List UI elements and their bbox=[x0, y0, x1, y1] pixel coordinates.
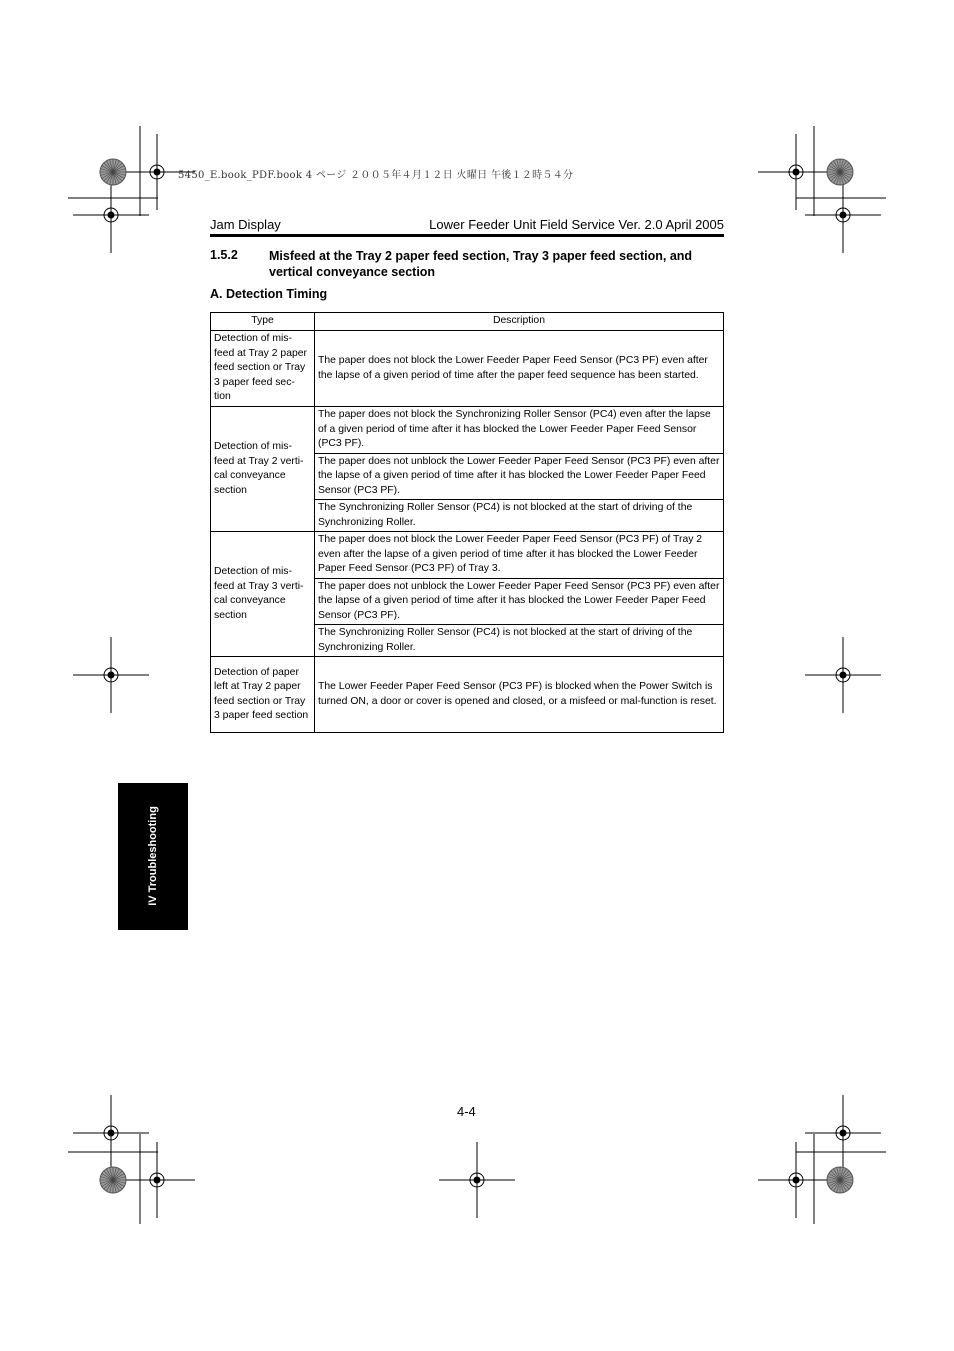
section-title: Misfeed at the Tray 2 paper feed section, Tray 3 paper feed section, and vertical conveyance section bbox=[269, 249, 693, 279]
type-cell: Detection of mis-feed at Tray 2 verti-cal conveyance section bbox=[211, 407, 315, 532]
table-row bbox=[211, 532, 724, 579]
detection-timing-table bbox=[210, 312, 724, 733]
description-cell: The paper does not block the Synchronizing Roller Sensor (PC4) even after the lapse of a given period of time after it has blocked the Lower Feeder Paper Feed Sensor (PC3 PF). bbox=[315, 407, 724, 454]
crosshair-mark bbox=[108, 672, 114, 678]
table-row bbox=[211, 331, 724, 407]
print-info-line: 5450_E.book_PDF.book 4 ページ ２００５年４月１２日 火曜日 午後１２時５４分 bbox=[178, 170, 574, 181]
table-row bbox=[211, 407, 724, 454]
description-cell: The Synchronizing Roller Sensor (PC4) is not blocked at the start of driving of the Synchronizing Roller. bbox=[315, 500, 724, 532]
section-number: 1.5.2 bbox=[210, 248, 238, 262]
type-cell: Detection of paper left at Tray 2 paper feed section or Tray 3 paper feed section bbox=[211, 657, 315, 733]
crosshair-mark bbox=[108, 212, 114, 218]
crosshair-mark bbox=[108, 1130, 114, 1136]
column-header-description: Description bbox=[315, 313, 724, 331]
description-cell: The paper does not block the Lower Feeder Paper Feed Sensor (PC3 PF) of Tray 2 even after the lapse of a given period of time after it has blocked the Lower Feeder Paper Feed Sensor (PC3 PF) of Tray 3. bbox=[315, 532, 724, 579]
description-cell: The paper does not unblock the Lower Feeder Paper Feed Sensor (PC3 PF) even after the lapse of a given period of time after it has blocked the Lower Feeder Paper Feed Sensor (PC3 PF). bbox=[315, 453, 724, 500]
description-cell: The paper does not block the Lower Feeder Paper Feed Sensor (PC3 PF) even after the lapse of a given period of time after the paper feed sequence has been started. bbox=[315, 331, 724, 407]
running-header-left: Jam Display bbox=[210, 217, 281, 232]
crosshair-mark bbox=[840, 1130, 846, 1136]
description-cell: The paper does not unblock the Lower Feeder Paper Feed Sensor (PC3 PF) even after the lapse of a given period of time after it has blocked the Lower Feeder Paper Feed Sensor (PC3 PF). bbox=[315, 578, 724, 625]
type-cell: Detection of mis-feed at Tray 3 verti-cal conveyance section bbox=[211, 532, 315, 657]
page-number: 4-4 bbox=[457, 1104, 476, 1119]
description-cell: The Lower Feeder Paper Feed Sensor (PC3 PF) is blocked when the Power Switch is turned ON, a door or cover is opened and closed, or a misfeed or mal-function is reset. bbox=[315, 657, 724, 733]
crosshair-mark bbox=[474, 1177, 480, 1183]
table-row bbox=[211, 657, 724, 733]
table-header-row bbox=[211, 313, 724, 331]
header-rule bbox=[210, 234, 724, 237]
description-cell: The Synchronizing Roller Sensor (PC4) is not blocked at the start of driving of the Synchronizing Roller. bbox=[315, 625, 724, 657]
crosshair-mark bbox=[840, 672, 846, 678]
crosshair-mark bbox=[793, 1177, 799, 1183]
running-header-right: Lower Feeder Unit Field Service Ver. 2.0 April 2005 bbox=[429, 217, 724, 232]
crosshair-mark bbox=[840, 212, 846, 218]
crosshair-mark bbox=[154, 169, 160, 175]
chapter-side-tab-label: IV Troubleshooting bbox=[147, 806, 159, 906]
type-cell: Detection of mis-feed at Tray 2 paper feed section or Tray 3 paper feed sec-tion bbox=[211, 331, 315, 407]
subheading: A. Detection Timing bbox=[210, 287, 328, 301]
crosshair-mark bbox=[154, 1177, 160, 1183]
chapter-side-tab bbox=[118, 783, 188, 930]
column-header-type: Type bbox=[211, 313, 315, 331]
crosshair-mark bbox=[793, 169, 799, 175]
